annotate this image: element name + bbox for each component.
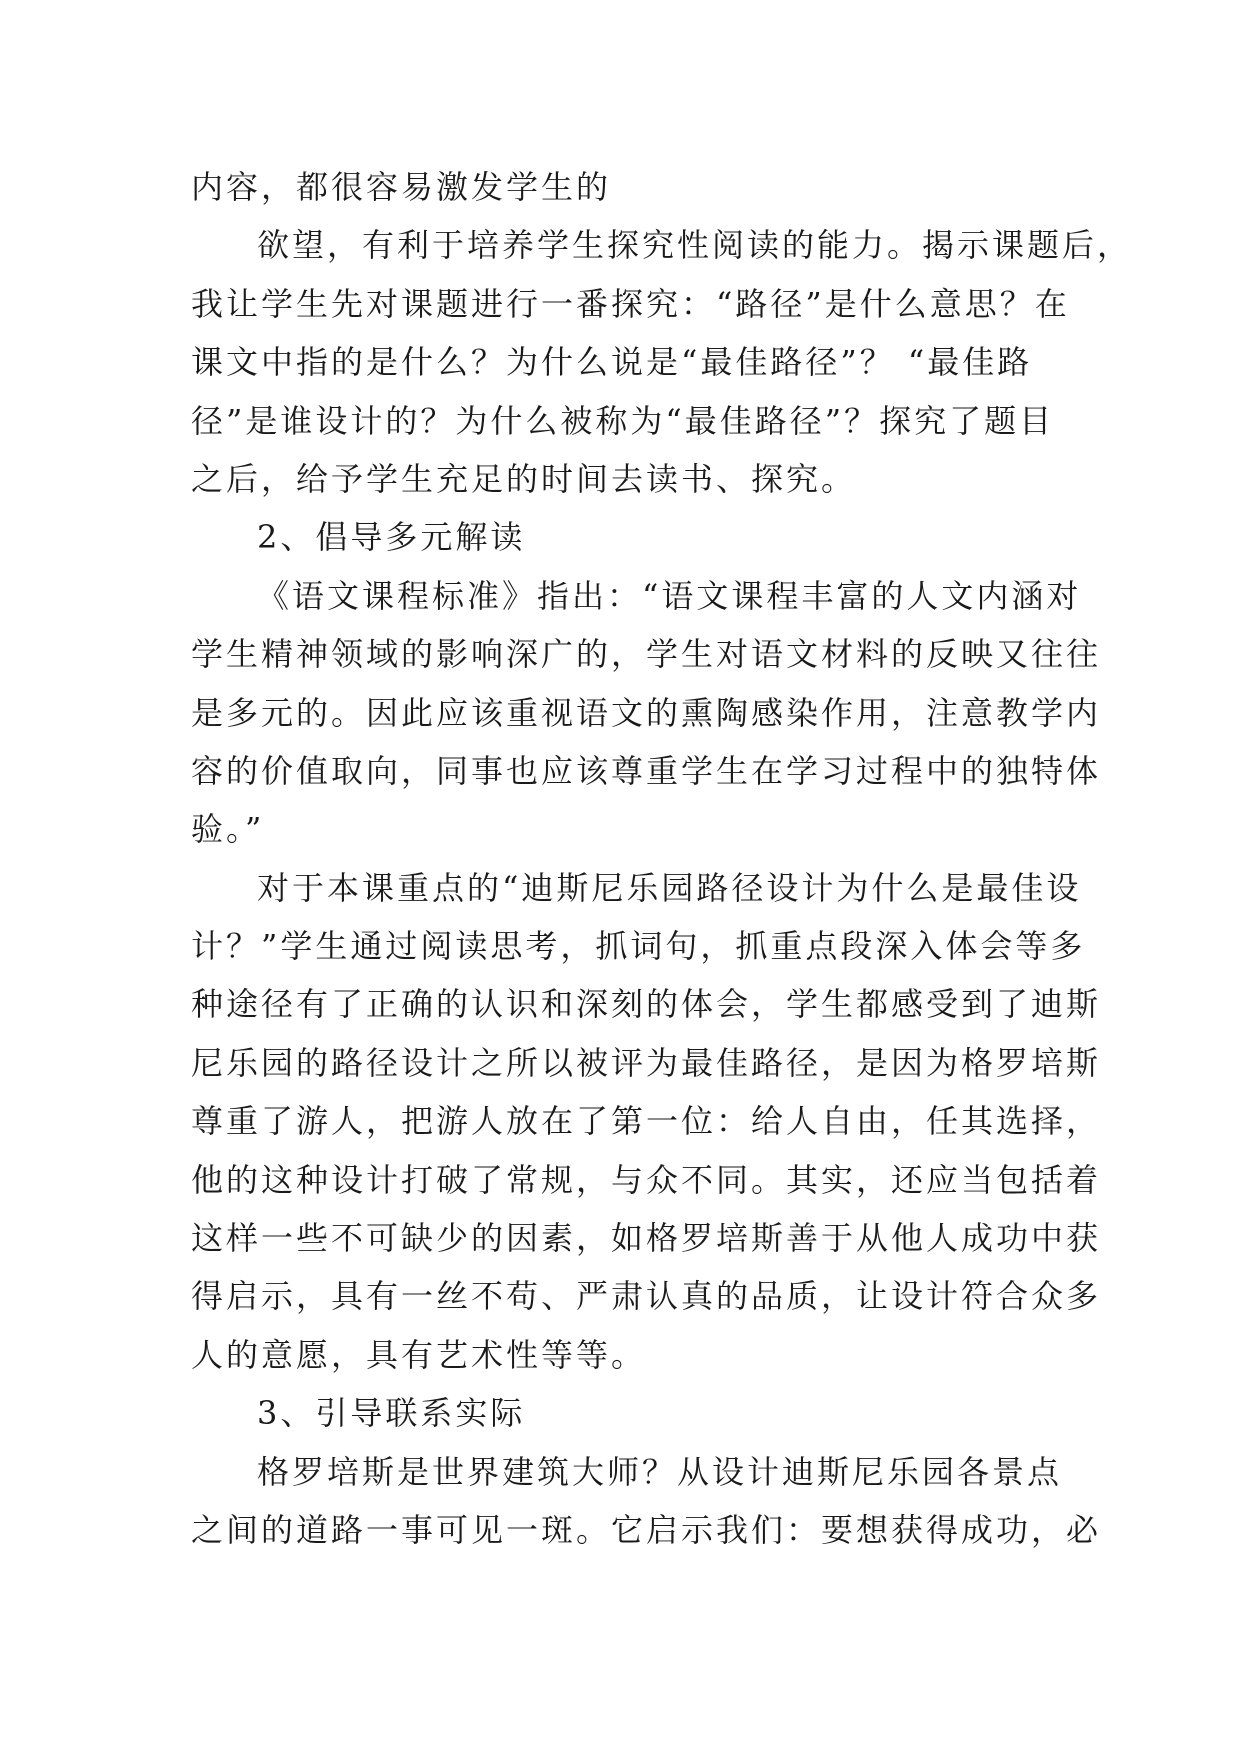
text-line: 之后，给予学生充足的时间去读书、探究。 (191, 459, 857, 498)
text-line: 计？”学生通过阅读思考，抓词句，抓重点段深入体会等多 (191, 927, 1086, 966)
text-line: 容的价值取向，同事也应该尊重学生在学习过程中的独特体 (191, 751, 1102, 790)
text-line: 学生精神领域的影响深广的，学生对语文材料的反映又往往 (191, 635, 1102, 674)
text-line: 人的意愿，具有艺术性等等。 (191, 1335, 647, 1374)
text-line: 是多元的。因此应该重视语文的熏陶感染作用，注意教学内 (191, 693, 1102, 732)
text-line: 3、引导联系实际 (257, 1394, 526, 1433)
text-line: 径”是谁设计的？为什么被称为“最佳路径”？探究了题目 (191, 401, 1055, 440)
text-line: 欲望，有利于培养学生探究性阅读的能力。揭示课题后， (257, 226, 1133, 265)
document-body (191, 158, 1133, 1559)
text-line: 他的这种设计打破了常规，与众不同。其实，还应当包括着 (191, 1160, 1102, 1199)
text-line: 得启示，具有一丝不苟、严肃认真的品质，让设计符合众多 (191, 1277, 1102, 1316)
text-line: 对于本课重点的“迪斯尼乐园路径设计为什么是最佳设 (257, 868, 1082, 907)
text-line: 尊重了游人，把游人放在了第一位：给人自由，任其选择， (191, 1102, 1102, 1141)
text-line: 种途径有了正确的认识和深刻的体会，学生都感受到了迪斯 (191, 985, 1102, 1024)
text-line: 格罗培斯是世界建筑大师？从设计迪斯尼乐园各景点 (257, 1452, 1063, 1491)
text-line: 内容，都很容易激发学生的 (191, 168, 612, 206)
text-line: 我让学生先对课题进行一番探究：“路径”是什么意思？在 (191, 284, 1070, 323)
text-line: 这样一些不可缺少的因素，如格罗培斯善于从他人成功中获 (191, 1219, 1102, 1258)
text-line: 《语文课程标准》指出：“语文课程丰富的人文内涵对 (257, 576, 1082, 615)
text-line: 验。” (191, 810, 265, 849)
text-line: 尼乐园的路径设计之所以被评为最佳路径，是因为格罗培斯 (191, 1043, 1102, 1082)
text-line: 2、倡导多元解读 (257, 518, 526, 557)
text-line: 之间的道路一事可见一斑。它启示我们：要想获得成功，必 (191, 1510, 1102, 1549)
text-line: 课文中指的是什么？为什么说是“最佳路径”？ “最佳路 (191, 343, 1033, 382)
